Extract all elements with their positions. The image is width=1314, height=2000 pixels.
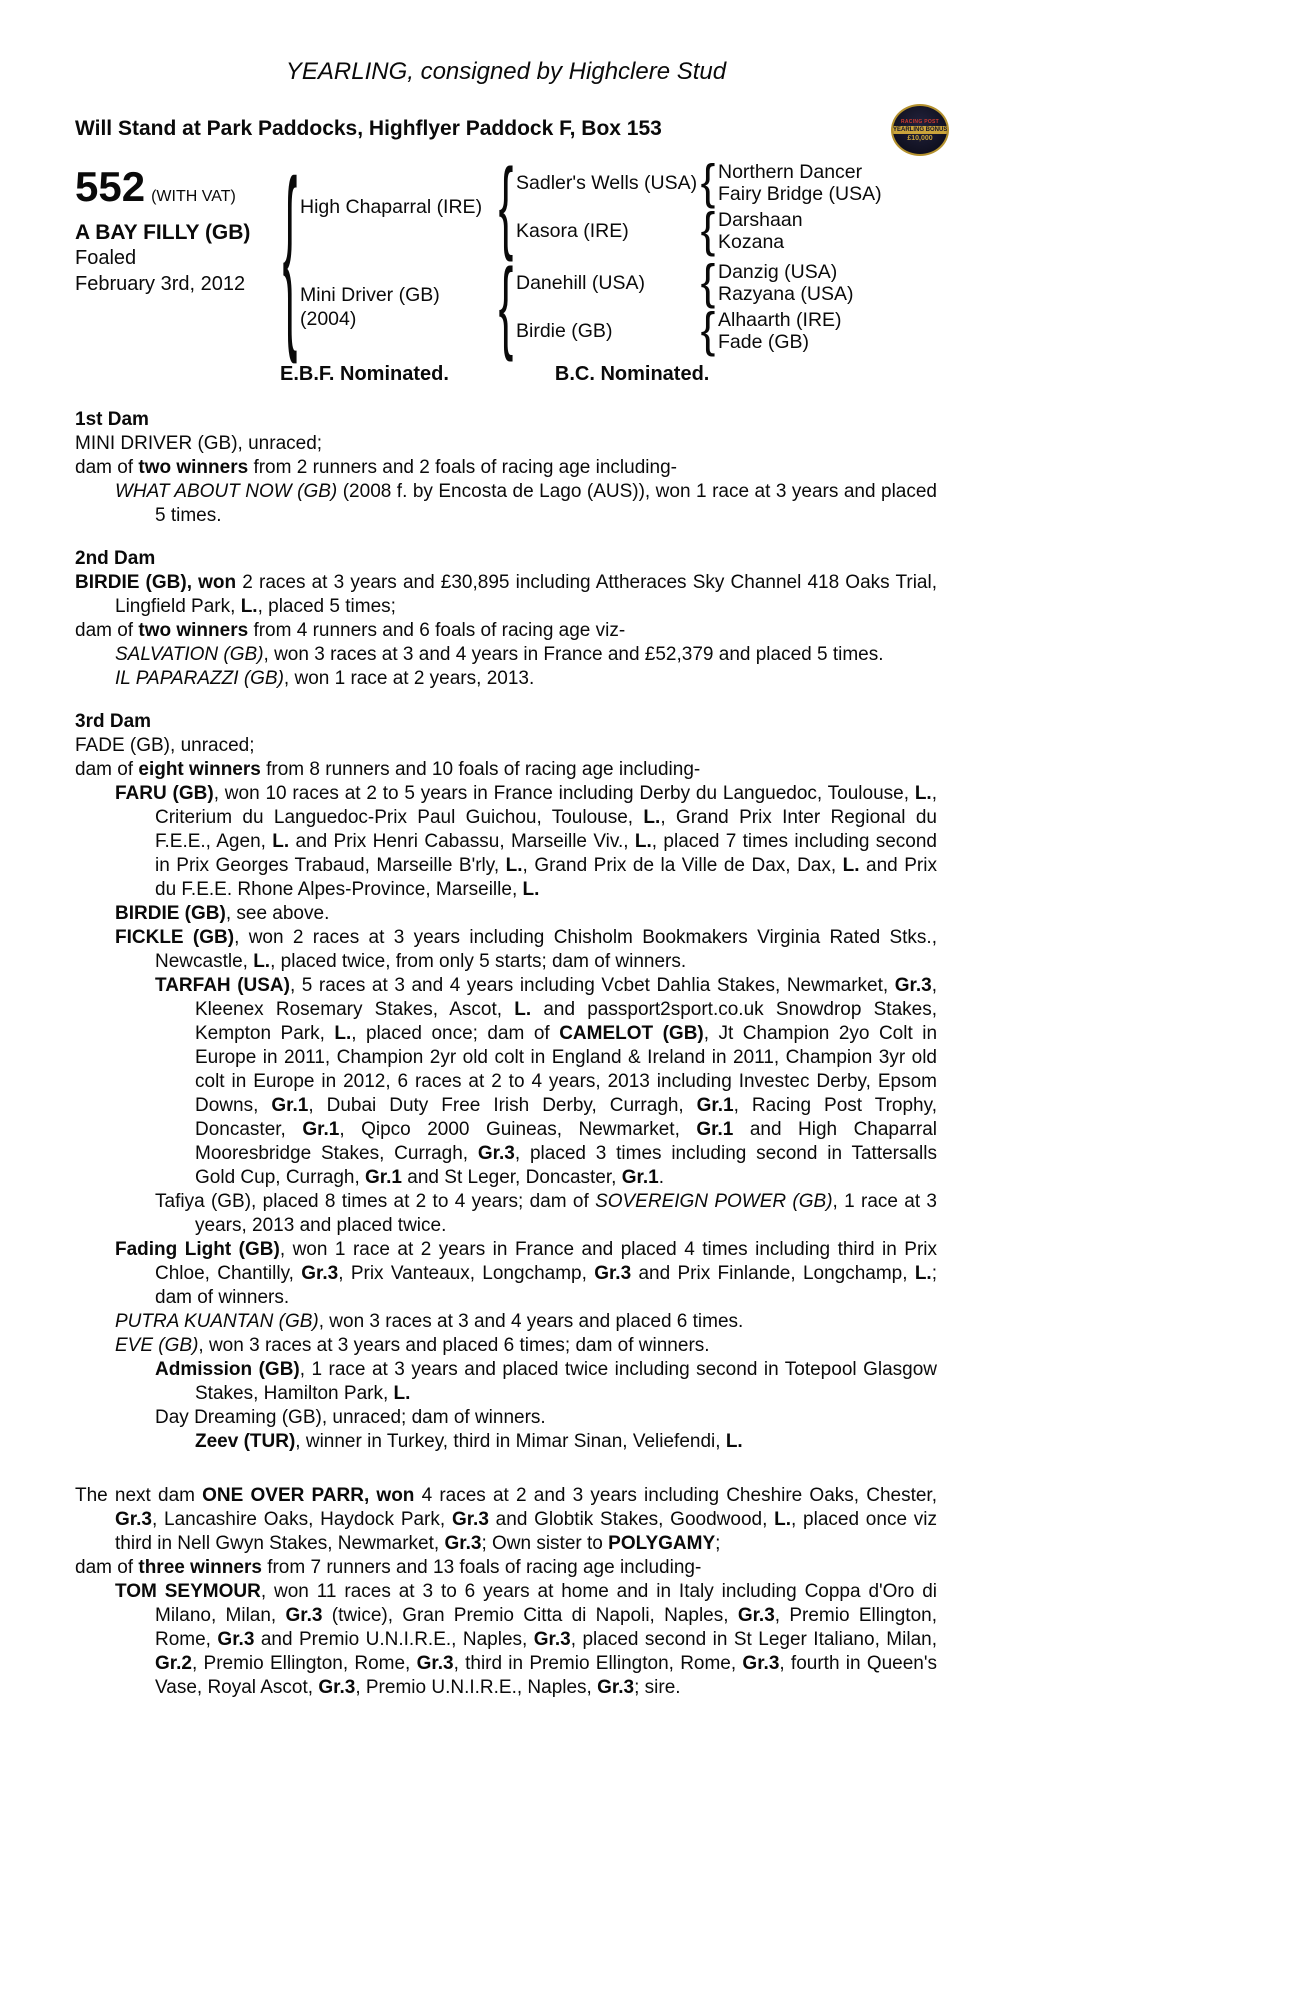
pedigree-paragraph: FICKLE (GB), won 2 races at 3 years including Chisholm Bookmakers Virginia Rated Stks., Newcastle, L., placed twice, from only 5 starts; dam of winners. xyxy=(115,927,937,972)
pedigree-generation1 xyxy=(300,148,882,364)
sire-dam-name: Kasora (IRE) xyxy=(516,219,629,242)
pedigree-table xyxy=(280,142,882,368)
dam-dam-name: Birdie (GB) xyxy=(516,319,613,342)
sire-family xyxy=(300,148,882,264)
pedigree-paragraph: EVE (GB), won 3 races at 3 years and placed 6 times; dam of winners. xyxy=(115,1335,710,1356)
lot-number: 552 xyxy=(75,163,146,210)
dam-brace: { xyxy=(498,248,514,364)
sire-sire-brace: { xyxy=(700,155,716,210)
sire-name: High Chaparral (IRE) xyxy=(300,196,483,218)
pedigree-paragraph: Fading Light (GB), won 1 race at 2 years in France and placed 4 times including third in Prix Chloe, Chantilly, Gr.3, Prix Vanteaux, Longchamp, Gr.3 and Prix Finlande, Longchamp, L.; dam of winners. xyxy=(115,1239,938,1308)
pedigree-paragraph: dam of three winners from 7 runners and 13 foals of racing age including- xyxy=(75,1557,702,1578)
section-1st-dam xyxy=(75,408,937,528)
dam-sire-name: Danehill (USA) xyxy=(516,271,645,294)
pedigree-paragraph: SALVATION (GB), won 3 races at 3 and 4 years in France and £52,379 and placed 5 times. xyxy=(115,644,884,665)
pedigree-paragraph: TARFAH (USA), 5 races at 3 and 4 years including Vcbet Dahlia Stakes, Newmarket, Gr.3, Kleenex Rosemary Stakes, Ascot, L. and passport2sport.co.uk Snowdrop Stakes, Kempton Park, L., placed once; dam of CAMELOT (GB), Jt Champion 2yo Colt in Europe in 2011, Champion 2yr old colt in England & Ireland in 2011, Champion 3yr old colt in Europe in 2012, 6 races at 2 to 4 years, 2013 including Investec Derby, Epsom Downs, Gr.1, Dubai Duty Free Irish Derby, Curragh, Gr.1, Racing Post Trophy, Doncaster, Gr.1, Qipco 2000 Guineas, Newmarket, Gr.1 and High Chaparral Mooresbridge Stakes, Curragh, Gr.3, placed 3 times including second in Tattersalls Gold Cup, Curragh, Gr.1 and St Leger, Doncaster, Gr.1. xyxy=(155,975,938,1188)
badge-amount-text: £10,000 xyxy=(907,134,933,142)
pedigree-root-brace: { xyxy=(282,142,298,368)
ancestor-name: Alhaarth (IRE) xyxy=(718,309,842,331)
dam-year: (2004) xyxy=(300,308,357,330)
pedigree-paragraph: BIRDIE (GB), won 2 races at 3 years and £30,895 including Attheraces Sky Channel 418 Oaks Trial, Lingfield Park, L., placed 5 times; xyxy=(75,572,937,617)
ancestor-name: Fade (GB) xyxy=(718,331,810,353)
pedigree-paragraph: IL PAPARAZZI (GB), won 1 race at 2 years, 2013. xyxy=(115,668,535,689)
ebf-nominated-label: E.B.F. Nominated. xyxy=(280,363,449,385)
pedigree-paragraph: dam of two winners from 4 runners and 6 foals of racing age viz- xyxy=(75,620,626,641)
bc-nominated-label: B.C. Nominated. xyxy=(554,363,710,385)
ancestor-name: Razyana (USA) xyxy=(718,283,854,305)
section-2nd-dam xyxy=(75,547,937,691)
lot-header-row xyxy=(75,142,937,368)
dam-family xyxy=(300,248,882,364)
racing-post-yearling-bonus-badge xyxy=(891,104,949,156)
sire-sire-name: Sadler's Wells (USA) xyxy=(516,171,698,194)
section-3rd-dam xyxy=(75,710,937,1454)
sire-dam-unit xyxy=(516,203,882,258)
dam-name-cell xyxy=(300,283,496,331)
pedigree-paragraph: BIRDIE (GB), see above. xyxy=(115,903,330,924)
ancestor-name: Northern Dancer xyxy=(718,161,863,183)
dam-heading: 1st Dam xyxy=(75,409,149,430)
dam-dam-unit xyxy=(516,303,853,358)
vat-note: (WITH VAT) xyxy=(151,188,236,205)
pedigree-paragraph: The next dam ONE OVER PARR, won 4 races at 2 and 3 years including Cheshire Oaks, Chester, Gr.3, Lancashire Oaks, Haydock Park, Gr.3 and Globtik Stakes, Goodwood, L., placed once viz third in Nell Gwyn Stakes, Newmarket, Gr.3; Own sister to POLYGAMY; xyxy=(75,1485,937,1554)
sire-brace: { xyxy=(498,148,514,264)
pedigree-paragraph: TOM SEYMOUR, won 11 races at 3 to 6 years at home and in Italy including Coppa d'Oro di Milano, Milan, Gr.3 (twice), Gran Premio Citta di Napoli, Naples, Gr.3, Premio Ellington, Rome, Gr.3 and Premio U.N.I.R.E., Naples, Gr.3, placed second in St Leger Italiano, Milan, Gr.2, Premio Ellington, Rome, Gr.3, third in Premio Ellington, Rome, Gr.3, fourth in Queen's Vase, Royal Ascot, Gr.3, Premio U.N.I.R.E., Naples, Gr.3; sire. xyxy=(115,1581,938,1698)
pedigree-paragraph: Admission (GB), 1 race at 3 years and placed twice including second in Totepool Glasgow Stakes, Hamilton Park, L. xyxy=(155,1359,937,1404)
pedigree-paragraph: FADE (GB), unraced; xyxy=(75,735,255,756)
ancestor-name: Danzig (USA) xyxy=(718,261,838,283)
ancestor-name: Darshaan xyxy=(718,209,803,231)
badge-top-text: RACING POST xyxy=(900,118,940,125)
dam-dam-brace: { xyxy=(700,303,716,358)
dam-heading: 3rd Dam xyxy=(75,711,152,732)
pedigree-paragraph: Tafiya (GB), placed 8 times at 2 to 4 years; dam of SOVEREIGN POWER (GB), 1 race at 3 years, 2013 and placed twice. xyxy=(155,1191,938,1236)
lot-info xyxy=(75,161,280,297)
pedigree-paragraph: dam of eight winners from 8 runners and 10 foals of racing age including- xyxy=(75,759,701,780)
pedigree-paragraph: MINI DRIVER (GB), unraced; xyxy=(75,433,323,454)
pedigree-paragraph: WHAT ABOUT NOW (GB) (2008 f. by Encosta de Lago (AUS)), won 1 race at 3 years and placed 5 times. xyxy=(115,481,937,526)
section-next-dam xyxy=(75,1484,937,1700)
pedigree-paragraph: Zeev (TUR), winner in Turkey, third in Mimar Sinan, Veliefendi, L. xyxy=(195,1431,743,1452)
pedigree-paragraph: PUTRA KUANTAN (GB), won 3 races at 3 and 4 years and placed 6 times. xyxy=(115,1311,744,1332)
pedigree-paragraph: FARU (GB), won 10 races at 2 to 5 years in France including Derby du Languedoc, Toulouse, L., Criterium du Languedoc-Prix Paul Guichou, Toulouse, L., Grand Prix Inter Regional du F.E.E., Agen, L. and Prix Henri Cabassu, Marseille Viv., L., placed 7 times including second in Prix Georges Trabaud, Marseille B'rly, L., Grand Prix de la Ville de Dax, Dax, L. and Prix du F.E.E. Rhone Alpes-Province, Marseille, L. xyxy=(115,783,938,900)
foaled-date: February 3rd, 2012 xyxy=(75,273,246,295)
sire-sire-unit xyxy=(516,155,882,210)
lot-description: A BAY FILLY (GB) xyxy=(75,221,251,244)
foaled-label: Foaled xyxy=(75,247,137,269)
dam-heading: 2nd Dam xyxy=(75,548,156,569)
ancestor-name: Kozana xyxy=(718,231,785,253)
consignment-title: YEARLING, consigned by Highclere Stud xyxy=(285,58,727,85)
dam-name: Mini Driver (GB) xyxy=(300,284,440,306)
stand-location-line: Will Stand at Park Paddocks, Highflyer Paddock F, Box 153 xyxy=(75,117,662,140)
pedigree-paragraph: Day Dreaming (GB), unraced; dam of winners. xyxy=(155,1407,546,1428)
pedigree-paragraph: dam of two winners from 2 runners and 2 foals of racing age including- xyxy=(75,457,677,478)
ancestor-name: Fairy Bridge (USA) xyxy=(718,183,882,205)
dam-sire-brace: { xyxy=(700,255,716,310)
sire-dam-brace: { xyxy=(700,203,716,258)
nominations-line xyxy=(280,363,937,386)
dam-sire-unit xyxy=(516,255,854,310)
pedigree-text-body xyxy=(75,408,937,1700)
badge-banner-text: YEARLING BONUS xyxy=(893,126,948,133)
